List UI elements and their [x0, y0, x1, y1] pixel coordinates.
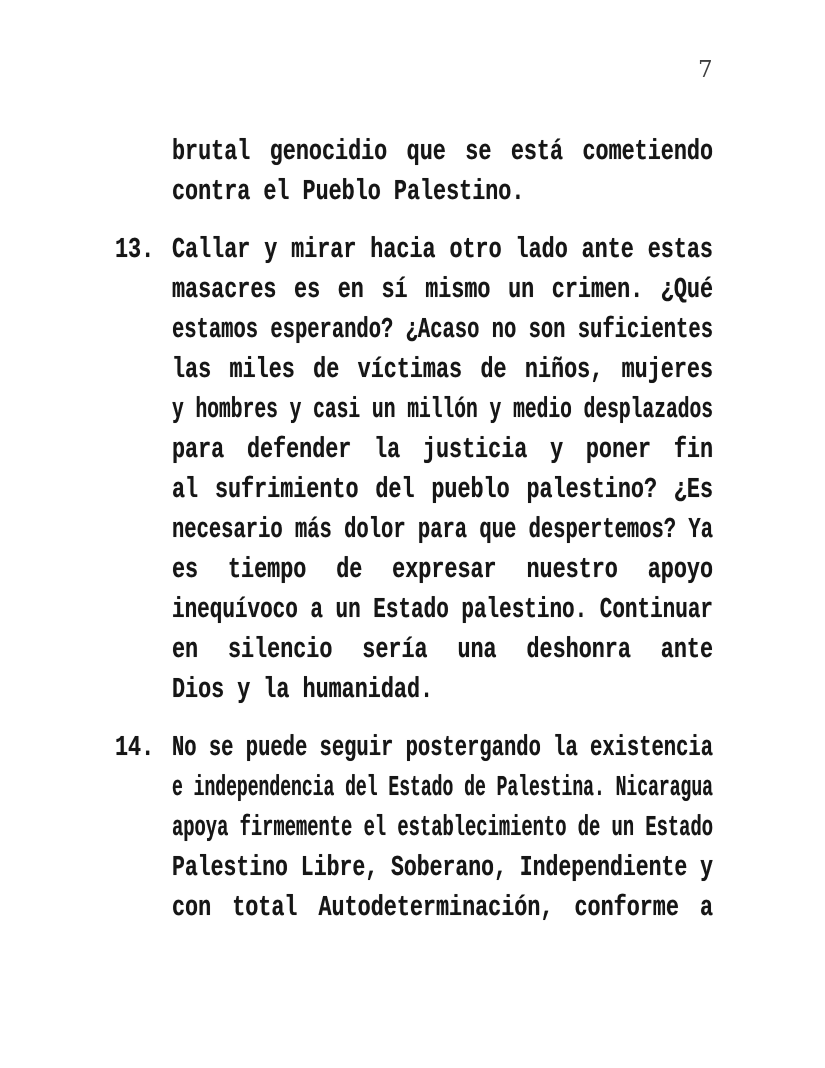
text-line [172, 590, 713, 630]
text-line [172, 728, 713, 768]
text-line [172, 230, 713, 270]
text-line-content: necesario más dolor para que despertemos? Ya [172, 513, 713, 546]
text-line [172, 430, 713, 470]
paragraph [115, 132, 713, 212]
text-line [172, 848, 713, 888]
paragraph [115, 230, 713, 710]
text-line-content: Palestino Libre, Soberano, Independiente y [172, 851, 713, 884]
text-line [172, 270, 713, 310]
text-line [172, 768, 713, 808]
text-line [172, 310, 713, 350]
text-line-content: e independencia del Estado de Palestina. Nicaragua [172, 771, 713, 804]
text-line-content: Dios y la humanidad. [172, 673, 434, 706]
document-body [115, 132, 713, 928]
text-line-content: para defender la justicia y poner fin [172, 433, 714, 466]
paragraph-number: 14. [115, 731, 155, 764]
text-line [172, 172, 713, 212]
page-number: 7 [698, 57, 713, 83]
text-line-content: brutal genocidio que se está cometiendo [172, 135, 713, 168]
text-line-content: apoya firmemente el establecimiento de un Estado [172, 811, 713, 844]
paragraph-lines [172, 230, 713, 710]
paragraph-lines [172, 728, 713, 928]
text-line-content: con total Autodeterminación, conforme a [172, 891, 713, 924]
text-line-content: inequívoco a un Estado palestino. Continuar [172, 593, 713, 626]
text-line-content: al sufrimiento del pueblo palestino? ¿Es [172, 473, 713, 506]
text-line-content: No se puede seguir postergando la existencia [172, 731, 713, 764]
text-line [172, 670, 713, 710]
text-line [172, 390, 713, 430]
text-line [172, 888, 713, 928]
paragraph-lines [172, 132, 713, 212]
paragraph [115, 728, 713, 928]
text-line-content: es tiempo de expresar nuestro apoyo [172, 553, 713, 586]
text-line [172, 470, 713, 510]
text-line [172, 550, 713, 590]
text-line-content: contra el Pueblo Palestino. [172, 175, 525, 208]
text-line-content: en silencio sería una deshonra ante [172, 633, 713, 666]
text-line-content: las miles de víctimas de niños, mujeres [172, 353, 713, 386]
text-line [172, 630, 713, 670]
text-line-content: masacres es en sí mismo un crimen. ¿Qué [172, 273, 713, 306]
text-line [172, 510, 713, 550]
text-line-content: y hombres y casi un millón y medio desplazados [172, 393, 713, 426]
text-line [172, 132, 713, 172]
paragraph-number: 13. [115, 233, 155, 266]
text-line-content: Callar y mirar hacia otro lado ante estas [172, 233, 713, 266]
text-line [172, 808, 713, 848]
text-line-content: estamos esperando? ¿Acaso no son suficientes [172, 313, 713, 346]
text-line [172, 350, 713, 390]
